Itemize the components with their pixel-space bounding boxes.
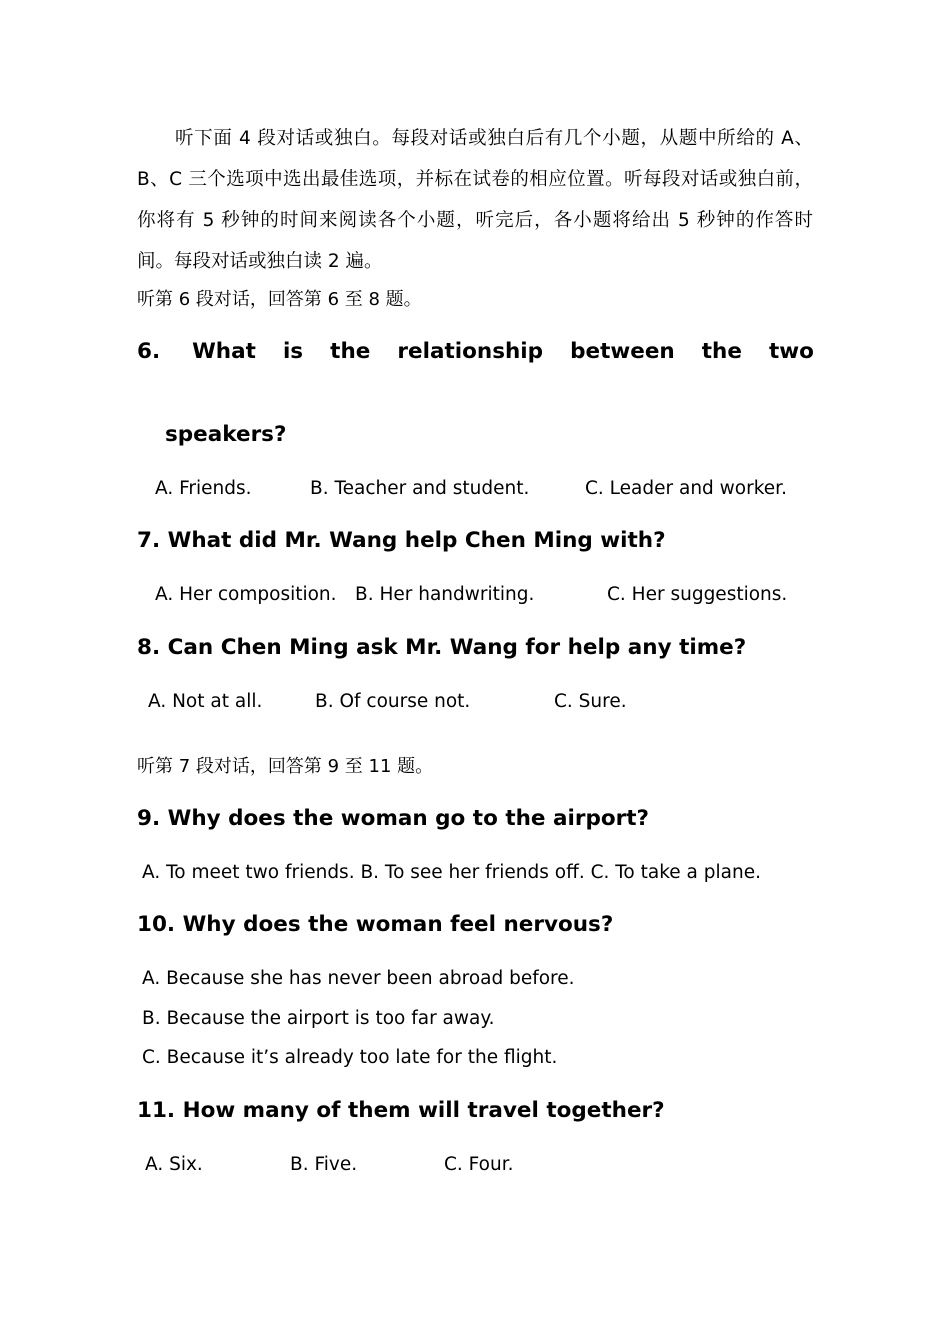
question-8-option-c: C. Sure.: [554, 691, 627, 712]
question-10-option-b: B. Because the airport is too far away.: [142, 1008, 495, 1029]
question-10-option-c: C. Because it’s already too late for the flight.: [142, 1047, 558, 1068]
question-6-number: 6.: [137, 339, 161, 364]
question-10-option-a: A. Because she has never been abroad before.: [142, 968, 575, 989]
question-6-continuation: speakers?: [165, 422, 287, 447]
question-6-word: is: [282, 339, 304, 364]
question-6-word: relationship: [397, 339, 544, 364]
question-6-word: two: [769, 339, 814, 364]
question-8-option-a: A. Not at all.: [148, 691, 263, 712]
question-8: 8. Can Chen Ming ask Mr. Wang for help any time?: [137, 635, 747, 660]
question-7-option-c: C. Her suggestions.: [607, 584, 788, 605]
question-11-option-a: A. Six.: [145, 1154, 203, 1175]
question-11-option-b: B. Five.: [290, 1154, 358, 1175]
question-6-word: the: [330, 339, 371, 364]
question-11: 11. How many of them will travel together?: [137, 1098, 665, 1123]
question-7-option-b: B. Her handwriting.: [355, 584, 535, 605]
question-6: [137, 338, 814, 447]
question-7-option-a: A. Her composition.: [155, 584, 337, 605]
question-6-option-b: B. Teacher and student.: [310, 478, 530, 499]
question-9-options: A. To meet two friends. B. To see her friends off. C. To take a plane.: [142, 862, 761, 883]
question-8-option-b: B. Of course not.: [315, 691, 471, 712]
question-6-word: between: [570, 339, 675, 364]
section-instruction-7: 听第 7 段对话，回答第 9 至 11 题。: [137, 756, 434, 777]
question-6-option-c: C. Leader and worker.: [585, 478, 787, 499]
question-6-word: What: [192, 339, 256, 364]
question-6-word: the: [701, 339, 742, 364]
question-6-option-a: A. Friends.: [155, 478, 252, 499]
listening-instructions: 听下面 4 段对话或独白。每段对话或独白后有几个小题，从题中所给的 A、B、C 三个选项中选出最佳选项，并标在试卷的相应位置。听每段对话或独白前，你将有 5 秒钟的时间来阅读各个小题，听完后，各小题将给出 5 秒钟的作答时间。每段对话或独白读 2 遍。: [137, 128, 813, 272]
question-9: 9. Why does the woman go to the airport?: [137, 806, 649, 831]
question-7: 7. What did Mr. Wang help Chen Ming with?: [137, 528, 666, 553]
section-instruction-6: 听第 6 段对话，回答第 6 至 8 题。: [137, 289, 422, 310]
question-11-option-c: C. Four.: [444, 1154, 514, 1175]
question-10: 10. Why does the woman feel nervous?: [137, 912, 614, 937]
